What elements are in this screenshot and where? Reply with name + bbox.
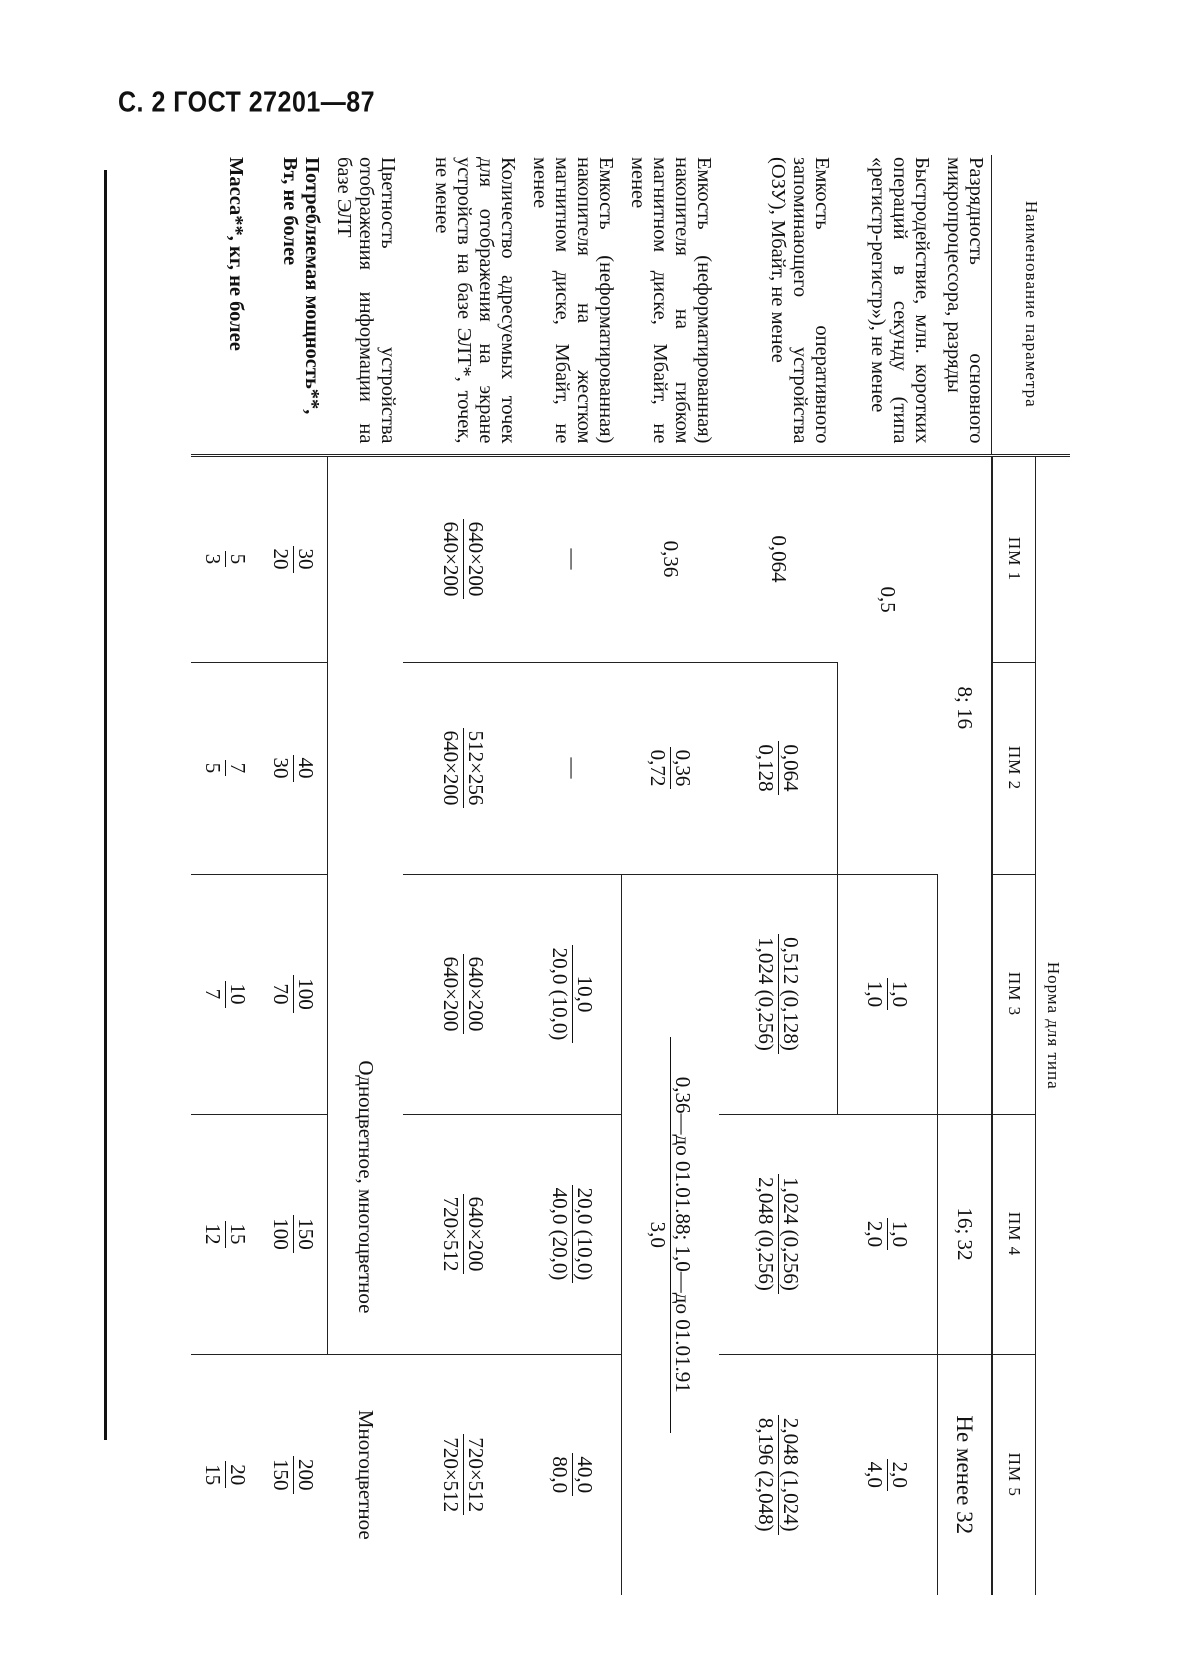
table-row — [838, 155, 938, 1595]
value-cell: — — [524, 662, 622, 874]
param-cell: Цветность устройства отображения информации на базе ЭЛТ — [333, 157, 400, 444]
value-cell: 0,064 0,128 — [720, 662, 838, 874]
value-cell: 30 20 — [260, 455, 328, 662]
value-cell: 640×200 640×200 — [404, 874, 524, 1114]
value-cell: 2,048 (1,024) 8,196 (2,048) — [720, 1354, 838, 1595]
column-header-pm3: ПМ 3 — [992, 874, 1036, 1114]
parameters-table — [192, 155, 1071, 1595]
value-cell: 40,0 80,0 — [524, 1354, 622, 1595]
param-cell — [260, 155, 328, 455]
value-cell-merged: Одноцветное, многоцветное — [328, 455, 404, 1354]
value-cell: 0,5 — [838, 455, 938, 874]
value-cell: 720×512 720×512 — [404, 1354, 524, 1595]
value-cell: Многоцветное — [328, 1354, 404, 1595]
page-header: С. 2 ГОСТ 27201—87 — [118, 86, 376, 119]
param-name-line1: Потребляемая мощность**, — [301, 157, 324, 415]
value-cell: 8; 16 — [938, 455, 993, 1114]
rotated-table-container — [115, 155, 1070, 1595]
column-header-pm2: ПМ 2 — [992, 662, 1036, 874]
value-cell: 100 70 — [260, 874, 328, 1114]
param-cell: Масса**, кг, не более — [225, 157, 248, 351]
value-cell: 5 3 — [192, 455, 260, 662]
value-cell: 1,0 2,0 — [838, 1114, 938, 1354]
value-cell: 20 15 — [192, 1354, 260, 1595]
table-row — [938, 155, 993, 1595]
table-row — [260, 155, 328, 1595]
value-cell: 200 150 — [260, 1354, 328, 1595]
param-cell: Емкость (неформатированная) накопителя на жестком магнитном диске, Мбайт, не менее — [529, 157, 618, 444]
value-cell: 0,512 (0,128) 1,024 (0,256) — [720, 874, 838, 1114]
value-cell-merged: 0,36—до 01.01.88; 1,0—до 01.01.91 3,0 — [622, 874, 720, 1595]
param-cell: Емкость оперативного запоминающего устройства (ОЗУ), Мбайт, не менее — [767, 157, 834, 444]
left-rule — [104, 170, 107, 1440]
value-cell: 10 7 — [192, 874, 260, 1114]
param-name-line2: Вт, не более — [279, 157, 302, 266]
value-cell: 2,0 4,0 — [838, 1354, 938, 1595]
value-cell: Не менее 32 — [938, 1354, 993, 1595]
value-cell: 0,36 — [622, 455, 720, 662]
param-cell: Количество адресуемых точек для отображения на экране устройств на базе ЭЛТ*, точек, не менее — [431, 157, 520, 444]
value-cell: 150 100 — [260, 1114, 328, 1354]
table-row — [622, 155, 720, 1595]
param-cell: Емкость (неформатированная) накопителя на гибком магнитном диске, Мбайт, не менее — [627, 157, 716, 444]
table-row — [328, 155, 404, 1595]
param-cell: Быстродействие, млн. коротких операций в секунду (типа «регистр-регистр»), не менее — [867, 157, 934, 444]
table-row — [404, 155, 524, 1595]
value-cell: 512×256 640×200 — [404, 662, 524, 874]
table-row — [192, 155, 260, 1595]
column-header-parameter: Наименование параметра — [992, 155, 1070, 455]
value-cell: 1,0 1,0 — [838, 874, 938, 1114]
value-cell: 20,0 (10,0) 40,0 (20,0) — [524, 1114, 622, 1354]
value-cell: 16; 32 — [938, 1114, 993, 1354]
value-cell: 7 5 — [192, 662, 260, 874]
value-cell: 0,064 — [720, 455, 838, 662]
value-cell: — — [524, 455, 622, 662]
value-cell: 640×200 720×512 — [404, 1114, 524, 1354]
table-row — [720, 155, 838, 1595]
value-cell: 40 30 — [260, 662, 328, 874]
value-cell: 15 12 — [192, 1114, 260, 1354]
column-header-pm4: ПМ 4 — [992, 1114, 1036, 1354]
column-header-group: Норма для типа — [1036, 455, 1071, 1595]
column-header-pm5: ПМ 5 — [992, 1354, 1036, 1595]
value-cell: 0,36 0,72 — [622, 662, 720, 874]
value-cell: 10,0 20,0 (10,0) — [524, 874, 622, 1114]
column-header-pm1: ПМ 1 — [992, 455, 1036, 662]
param-cell: Разрядность основного микропроцессора, разряды — [943, 157, 988, 444]
value-cell: 640×200 640×200 — [404, 455, 524, 662]
table-row — [524, 155, 622, 1595]
value-cell: 1,024 (0,256) 2,048 (0,256) — [720, 1114, 838, 1354]
